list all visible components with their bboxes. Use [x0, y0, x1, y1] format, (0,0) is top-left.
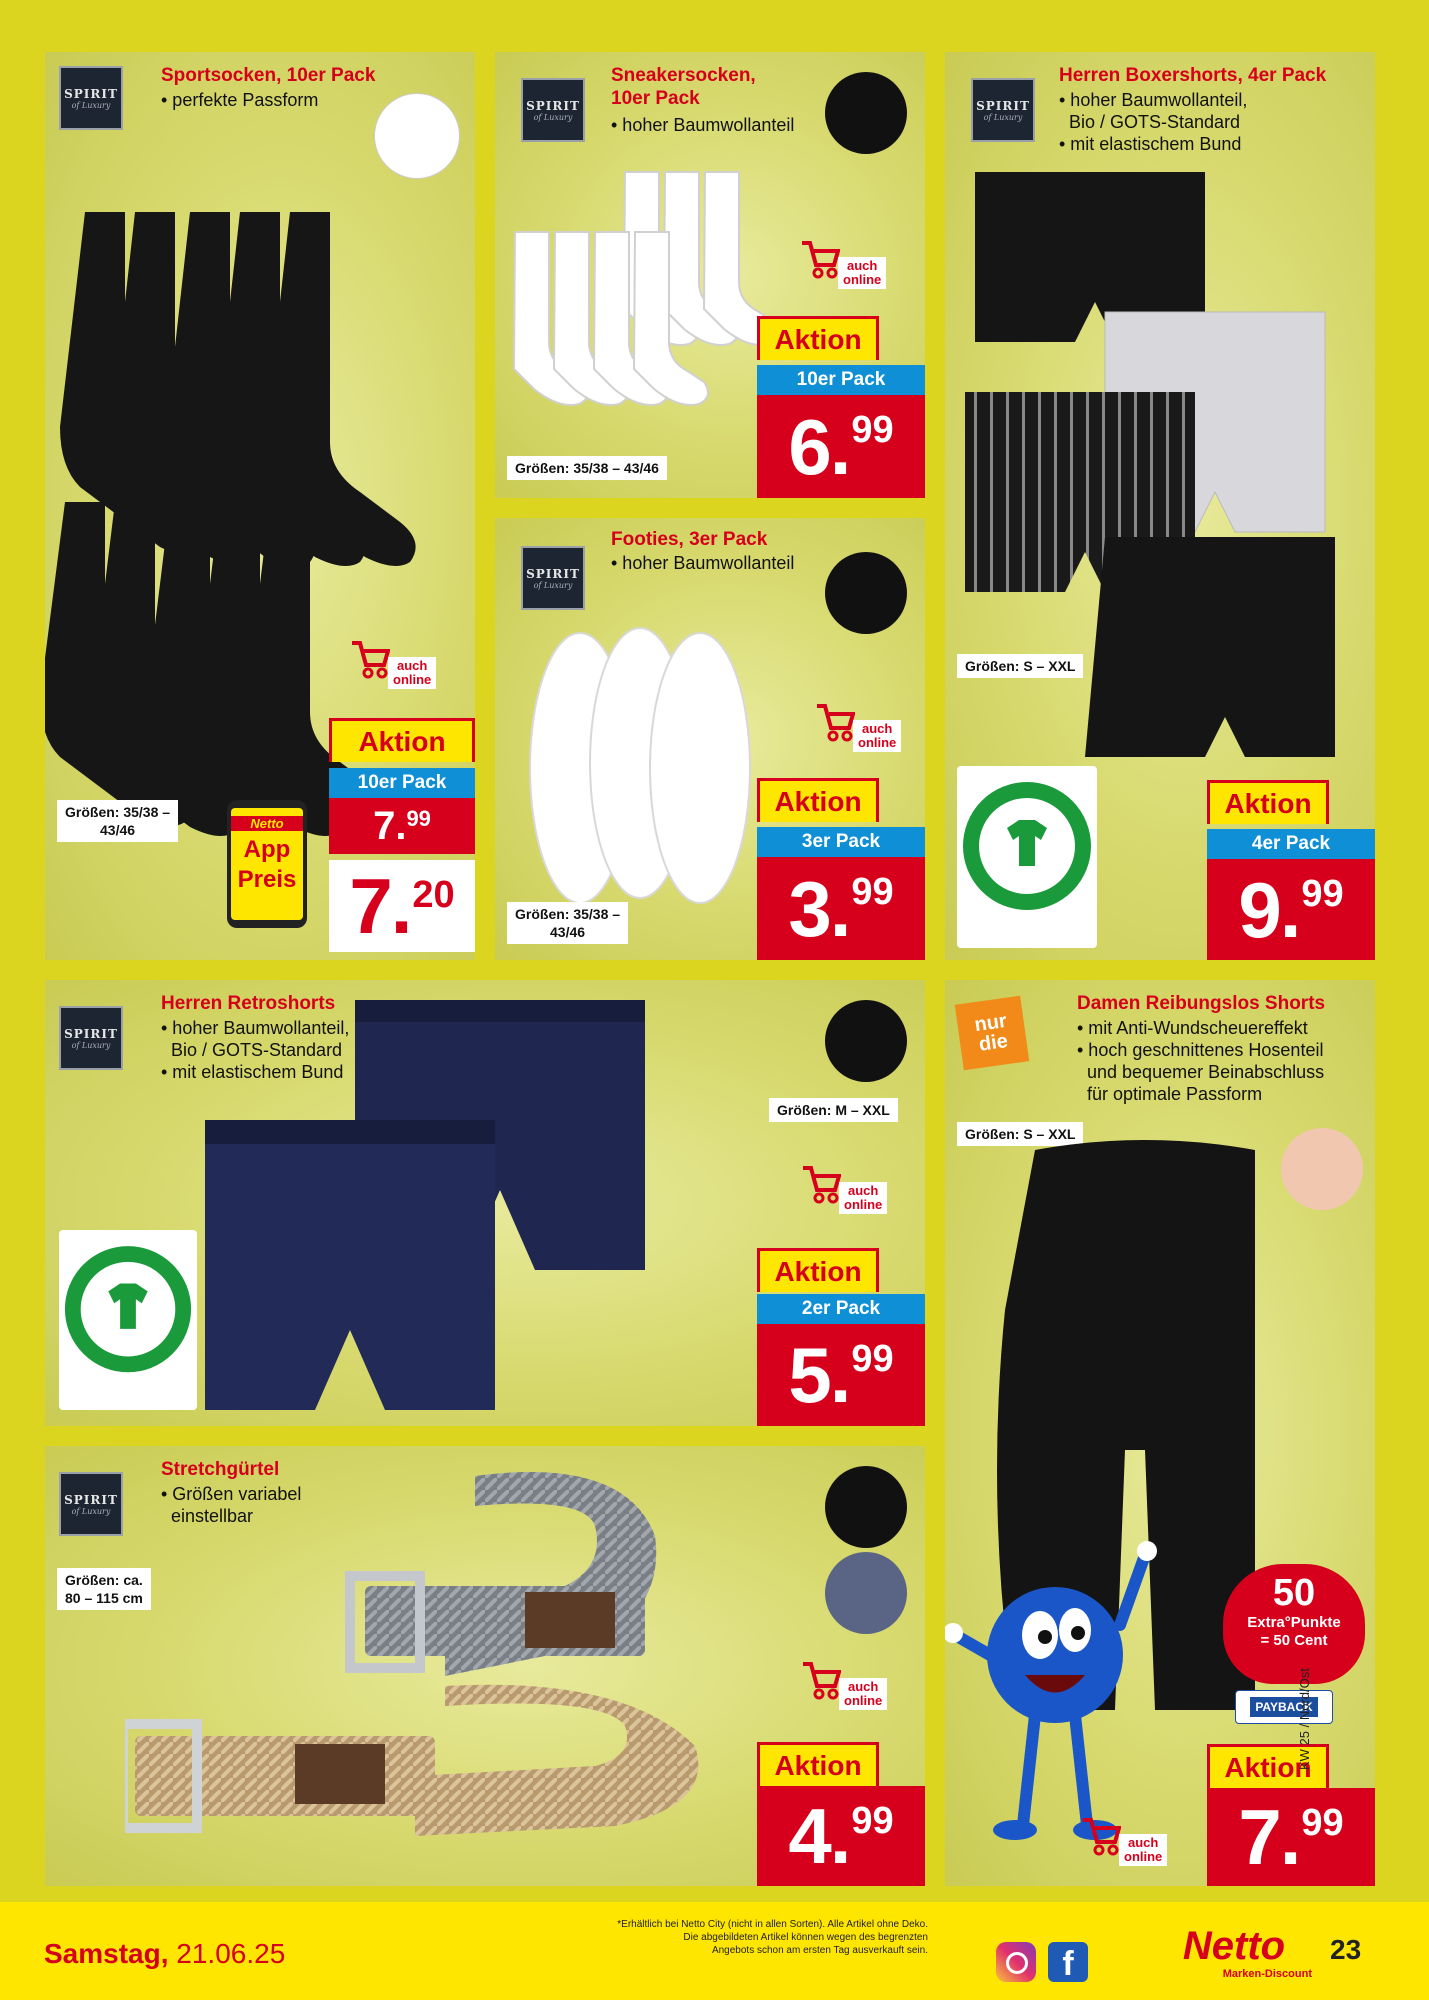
- sneaker-socks-image: [495, 152, 795, 472]
- page-number: 23: [1330, 1934, 1362, 1965]
- product-title: Sneakersocken, 10er Pack: [611, 65, 756, 109]
- cart-icon: [800, 237, 840, 281]
- edition-code: KW 25 / Nord/Ost: [1297, 1668, 1312, 1770]
- price-tag: 9. 99: [1207, 859, 1375, 960]
- size-label: Größen: M – XXL: [769, 1098, 898, 1122]
- footer-date: Samstag, 21.06.25: [44, 1938, 286, 1969]
- color-swatch-black[interactable]: [825, 552, 907, 634]
- product-panel-footies[interactable]: [495, 518, 925, 960]
- product-title: Damen Reibungslos Shorts: [1077, 993, 1326, 1014]
- color-swatch-black[interactable]: [825, 1000, 907, 1082]
- aktion-badge: Aktion: [329, 718, 475, 762]
- aktion-badge: Aktion: [1207, 780, 1329, 824]
- brand-logo: SPIRIT of Luxury: [521, 546, 585, 610]
- size-label: Größen: 35/38 – 43/46: [507, 902, 628, 944]
- brand-logo: SPIRIT of Luxury: [971, 78, 1035, 142]
- instagram-icon[interactable]: [996, 1942, 1036, 1982]
- nur-die-logo: nur die: [955, 996, 1030, 1071]
- product-panel-damen-shorts[interactable]: [945, 980, 1375, 1886]
- online-cart-badge[interactable]: auch online: [1081, 1814, 1191, 1874]
- gots-certificate-icon: [59, 1230, 197, 1410]
- online-cart-badge[interactable]: auch online: [801, 1658, 911, 1718]
- brand-logo: SPIRIT of Luxury: [59, 66, 123, 130]
- size-label: Größen: S – XXL: [957, 654, 1083, 678]
- aktion-badge: Aktion: [757, 778, 879, 822]
- cart-icon: [801, 1658, 841, 1702]
- retroshorts-image: [205, 1000, 665, 1420]
- extrapunkte-badge: 50 Extra°Punkte = 50 Cent: [1223, 1564, 1365, 1684]
- price-tag: 6. 99: [757, 395, 925, 498]
- online-cart-badge[interactable]: auch online: [815, 700, 925, 760]
- product-title: Herren Boxershorts, 4er Pack: [1059, 65, 1327, 86]
- product-bullets: • mit Anti-Wundscheuereffekt • hoch geschnittenes Hosenteil und bequemer Beinabschluss für optimale Passform: [1077, 1018, 1325, 1104]
- product-bullets: • Größen variabel einstellbar: [161, 1484, 302, 1526]
- product-panel-retroshorts[interactable]: [45, 980, 925, 1426]
- aktion-badge: Aktion: [757, 316, 879, 360]
- product-title: Sportsocken, 10er Pack: [161, 65, 376, 86]
- product-bullets: • hoher Baumwollanteil, Bio / GOTS-Standard • mit elastischem Bund: [161, 1018, 350, 1082]
- brand-logo: SPIRIT of Luxury: [59, 1472, 123, 1536]
- product-bullets: • hoher Baumwollanteil, Bio / GOTS-Standard • mit elastischem Bund: [1059, 90, 1248, 154]
- app-price: 7. 20: [329, 860, 475, 952]
- app-screen-logo: Netto: [231, 816, 303, 831]
- size-label: Größen: 35/38 – 43/46: [57, 800, 178, 842]
- pack-badge: 10er Pack: [329, 768, 475, 798]
- cart-icon: [350, 637, 390, 681]
- product-panel-stretchguertel[interactable]: [45, 1446, 925, 1886]
- aktion-badge: Aktion: [757, 1742, 879, 1786]
- netto-logo: Netto Marken-Discount: [1182, 1924, 1312, 1980]
- size-label: Größen: ca. 80 – 115 cm: [57, 1568, 151, 1610]
- online-cart-badge[interactable]: auch online: [350, 637, 460, 697]
- footer-bar: [0, 1902, 1429, 2000]
- pack-badge: 3er Pack: [757, 827, 925, 857]
- payback-logo: PAYBACK: [1235, 1690, 1333, 1724]
- netto-app-phone[interactable]: Netto App Preis: [227, 800, 307, 928]
- pack-badge: 10er Pack: [757, 365, 925, 395]
- aktion-badge: Aktion: [1207, 1744, 1329, 1788]
- online-cart-badge[interactable]: auch online: [801, 1162, 911, 1222]
- footies-image: [495, 618, 755, 918]
- product-bullets: • hoher Baumwollanteil: [611, 115, 795, 135]
- color-swatch-black[interactable]: [825, 1466, 907, 1548]
- price-tag: 3. 99: [757, 857, 925, 960]
- online-cart-badge[interactable]: auch online: [800, 237, 910, 297]
- product-title: Stretchgürtel: [161, 1459, 280, 1480]
- boxershorts-image: [965, 172, 1365, 772]
- product-title: Footies, 3er Pack: [611, 529, 768, 550]
- brand-logo: SPIRIT of Luxury: [521, 78, 585, 142]
- footer-disclaimer: *Erhältlich bei Netto City (nicht in allen Sorten). Alle Artikel ohne Deko. Die abgebildeten Artikel können wegen des begrenzten Angebots schon am ersten Tag ausverkauft sein.: [617, 1919, 928, 1956]
- price-tag: 7. 99: [1207, 1788, 1375, 1886]
- product-title: Herren Retroshorts: [161, 993, 336, 1014]
- aktion-badge: Aktion: [757, 1248, 879, 1292]
- color-swatch-blue-grey[interactable]: [825, 1552, 907, 1634]
- price-tag: 5. 99: [757, 1324, 925, 1426]
- product-bullets: • perfekte Passform: [161, 90, 319, 110]
- product-panel-boxershorts[interactable]: [945, 52, 1375, 960]
- regular-price: 7. 99: [329, 798, 475, 854]
- price-tag: 4. 99: [757, 1786, 925, 1886]
- facebook-icon[interactable]: f: [1048, 1942, 1088, 1982]
- product-panel-sneakersocken[interactable]: [495, 52, 925, 498]
- size-label: Größen: S – XXL: [957, 1122, 1083, 1146]
- pack-badge: 2er Pack: [757, 1294, 925, 1324]
- netto-mascot-image: [945, 1525, 1175, 1845]
- pack-badge: 4er Pack: [1207, 829, 1375, 859]
- color-swatch-black[interactable]: [825, 72, 907, 154]
- size-label: Größen: 35/38 – 43/46: [507, 456, 667, 480]
- belt-image: [125, 1466, 805, 1866]
- cart-icon: [815, 700, 855, 744]
- product-panel-sportsocken[interactable]: [45, 52, 475, 960]
- brand-logo: SPIRIT of Luxury: [59, 1006, 123, 1070]
- cart-icon: [801, 1162, 841, 1206]
- gots-certificate-icon: [957, 766, 1097, 948]
- product-bullets: • hoher Baumwollanteil: [611, 553, 795, 573]
- cart-icon: [1081, 1814, 1121, 1858]
